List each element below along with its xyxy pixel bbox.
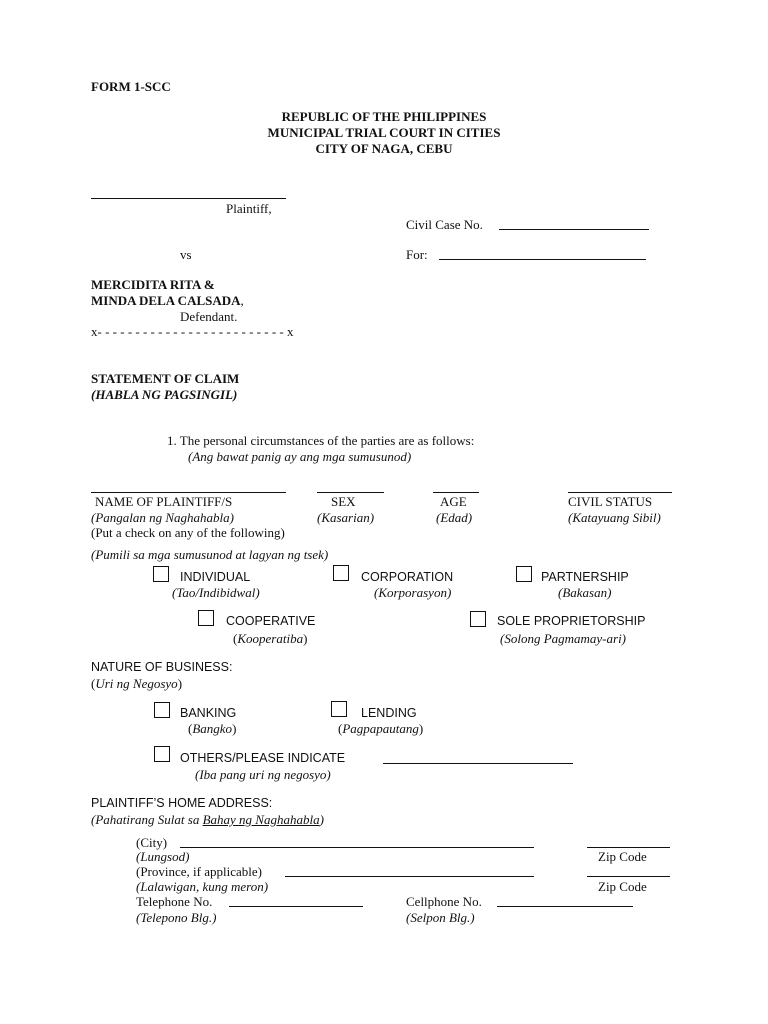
versus-label: vs (180, 247, 192, 262)
nature-paren-open: ( (91, 676, 96, 691)
telephone-translation: (Telepono Blg.) (136, 910, 217, 925)
home-address-translation (91, 812, 324, 827)
banking-paren-open: ( (188, 721, 193, 736)
others-label: OTHERS/PLEASE INDICATE (180, 751, 346, 765)
sex-field[interactable] (317, 492, 384, 493)
lending-checkbox[interactable] (331, 701, 347, 717)
home-address-label: PLAINTIFF’S HOME ADDRESS: (91, 796, 273, 810)
city-zip-field[interactable] (587, 847, 670, 848)
cooperative-label: COOPERATIVE (226, 614, 316, 628)
lending-paren-open: ( (338, 721, 343, 736)
plaintiff-name-field[interactable] (91, 198, 286, 199)
home-address-tl-pre: (Pahatirang Sulat sa (91, 812, 203, 827)
banking-translation (188, 721, 236, 736)
for-label: For: (406, 247, 428, 262)
partnership-label: PARTNERSHIP (541, 570, 629, 584)
partnership-translation: (Bakasan) (558, 585, 612, 600)
banking-translation-text: Bangko (192, 721, 233, 736)
col-name-label: NAME OF PLAINTIFF/S (95, 494, 233, 509)
col-sex-label: SEX (331, 494, 356, 509)
others-translation: (Iba pang uri ng negosyo) (195, 767, 331, 782)
nature-translation-text: Uri ng Negosyo (95, 676, 178, 691)
item1-text: 1. The personal circumstances of the parties are as follows: (167, 433, 475, 448)
lending-label: LENDING (361, 706, 417, 720)
header-court: MUNICIPAL TRIAL COURT IN CITIES (267, 125, 501, 140)
col-civil-status-translation: (Katayuang Sibil) (568, 510, 661, 525)
header-republic: REPUBLIC OF THE PHILIPPINES (281, 109, 487, 124)
defendant-name-line1: MERCIDITA RITA & (91, 277, 215, 292)
col-age-translation: (Edad) (436, 510, 473, 525)
home-address-tl-underlined: Bahay ng Naghahabla (202, 812, 320, 827)
banking-paren-close: ) (232, 721, 237, 736)
home-address-tl-post: ) (319, 812, 324, 827)
corporation-translation: (Korporasyon) (374, 585, 452, 600)
nature-of-business-label: NATURE OF BUSINESS: (91, 660, 233, 674)
banking-checkbox[interactable] (154, 702, 170, 718)
province-translation: (Lalawigan, kung meron) (136, 879, 269, 894)
individual-translation: (Tao/Indibidwal) (172, 585, 260, 600)
form-code: FORM 1-SCC (91, 79, 171, 94)
caption-separator: x- - - - - - - - - - - - - - - - - - - - - - - - - x (91, 324, 294, 339)
partnership-checkbox[interactable] (516, 566, 532, 582)
defendant-name-text: MINDA DELA CALSADA (91, 293, 241, 308)
cellphone-translation: (Selpon Blg.) (406, 910, 475, 925)
check-instruction-translation: (Pumili sa mga sumusunod at lagyan ng tsek) (91, 547, 329, 562)
corporation-checkbox[interactable] (333, 565, 349, 581)
cooperative-paren-open: ( (233, 631, 238, 646)
banking-label: BANKING (180, 706, 237, 720)
cooperative-paren-close: ) (303, 631, 308, 646)
cellphone-label: Cellphone No. (406, 894, 482, 909)
header-city: CITY OF NAGA, CEBU (315, 141, 453, 156)
cellphone-field[interactable] (497, 906, 633, 907)
nature-paren-close: ) (177, 676, 183, 691)
cooperative-translation-text: Kooperatiba (237, 631, 304, 646)
others-field[interactable] (383, 763, 573, 764)
col-civil-status-label: CIVIL STATUS (568, 494, 653, 509)
cooperative-checkbox[interactable] (198, 610, 214, 626)
check-instruction: (Put a check on any of the following) (91, 525, 285, 540)
individual-label: INDIVIDUAL (180, 570, 251, 584)
defendant-name-line2 (91, 293, 244, 308)
civil-case-label: Civil Case No. (406, 217, 483, 232)
lending-paren-close: ) (418, 721, 424, 736)
province-zip-label: Zip Code (598, 879, 647, 894)
sole-proprietorship-translation: (Solong Pagmamay-ari) (500, 631, 627, 646)
others-checkbox[interactable] (154, 746, 170, 762)
lending-translation (338, 721, 423, 736)
col-name-translation: (Pangalan ng Naghahabla) (91, 510, 234, 525)
lending-translation-text: Pagpapautang (342, 721, 419, 736)
defendant-comma: , (240, 293, 244, 308)
telephone-field[interactable] (229, 906, 363, 907)
cooperative-translation (233, 631, 307, 646)
sole-proprietorship-label: SOLE PROPRIETORSHIP (497, 614, 646, 628)
name-field[interactable] (91, 492, 286, 493)
individual-checkbox[interactable] (153, 566, 169, 582)
city-zip-label: Zip Code (598, 849, 647, 864)
corporation-label: CORPORATION (361, 570, 454, 584)
civil-case-field[interactable] (499, 229, 649, 230)
item1-translation: (Ang bawat panig ay ang mga sumusunod) (188, 449, 412, 464)
plaintiff-label: Plaintiff, (226, 201, 272, 216)
for-field[interactable] (439, 259, 646, 260)
defendant-label: Defendant. (180, 309, 238, 324)
telephone-label: Telephone No. (136, 894, 213, 909)
col-age-label: AGE (440, 494, 467, 509)
age-field[interactable] (433, 492, 479, 493)
statement-title: STATEMENT OF CLAIM (91, 371, 240, 386)
col-sex-translation: (Kasarian) (317, 510, 375, 525)
province-field[interactable] (285, 876, 534, 877)
city-label: (City) (136, 835, 168, 850)
nature-of-business-translation (91, 676, 182, 691)
province-zip-field[interactable] (587, 876, 670, 877)
sole-proprietorship-checkbox[interactable] (470, 611, 486, 627)
civil-status-field[interactable] (568, 492, 672, 493)
province-label: (Province, if applicable) (136, 864, 262, 879)
statement-subtitle: (HABLA NG PAGSINGIL) (91, 387, 238, 402)
city-field[interactable] (180, 847, 534, 848)
city-translation: (Lungsod) (136, 849, 190, 864)
